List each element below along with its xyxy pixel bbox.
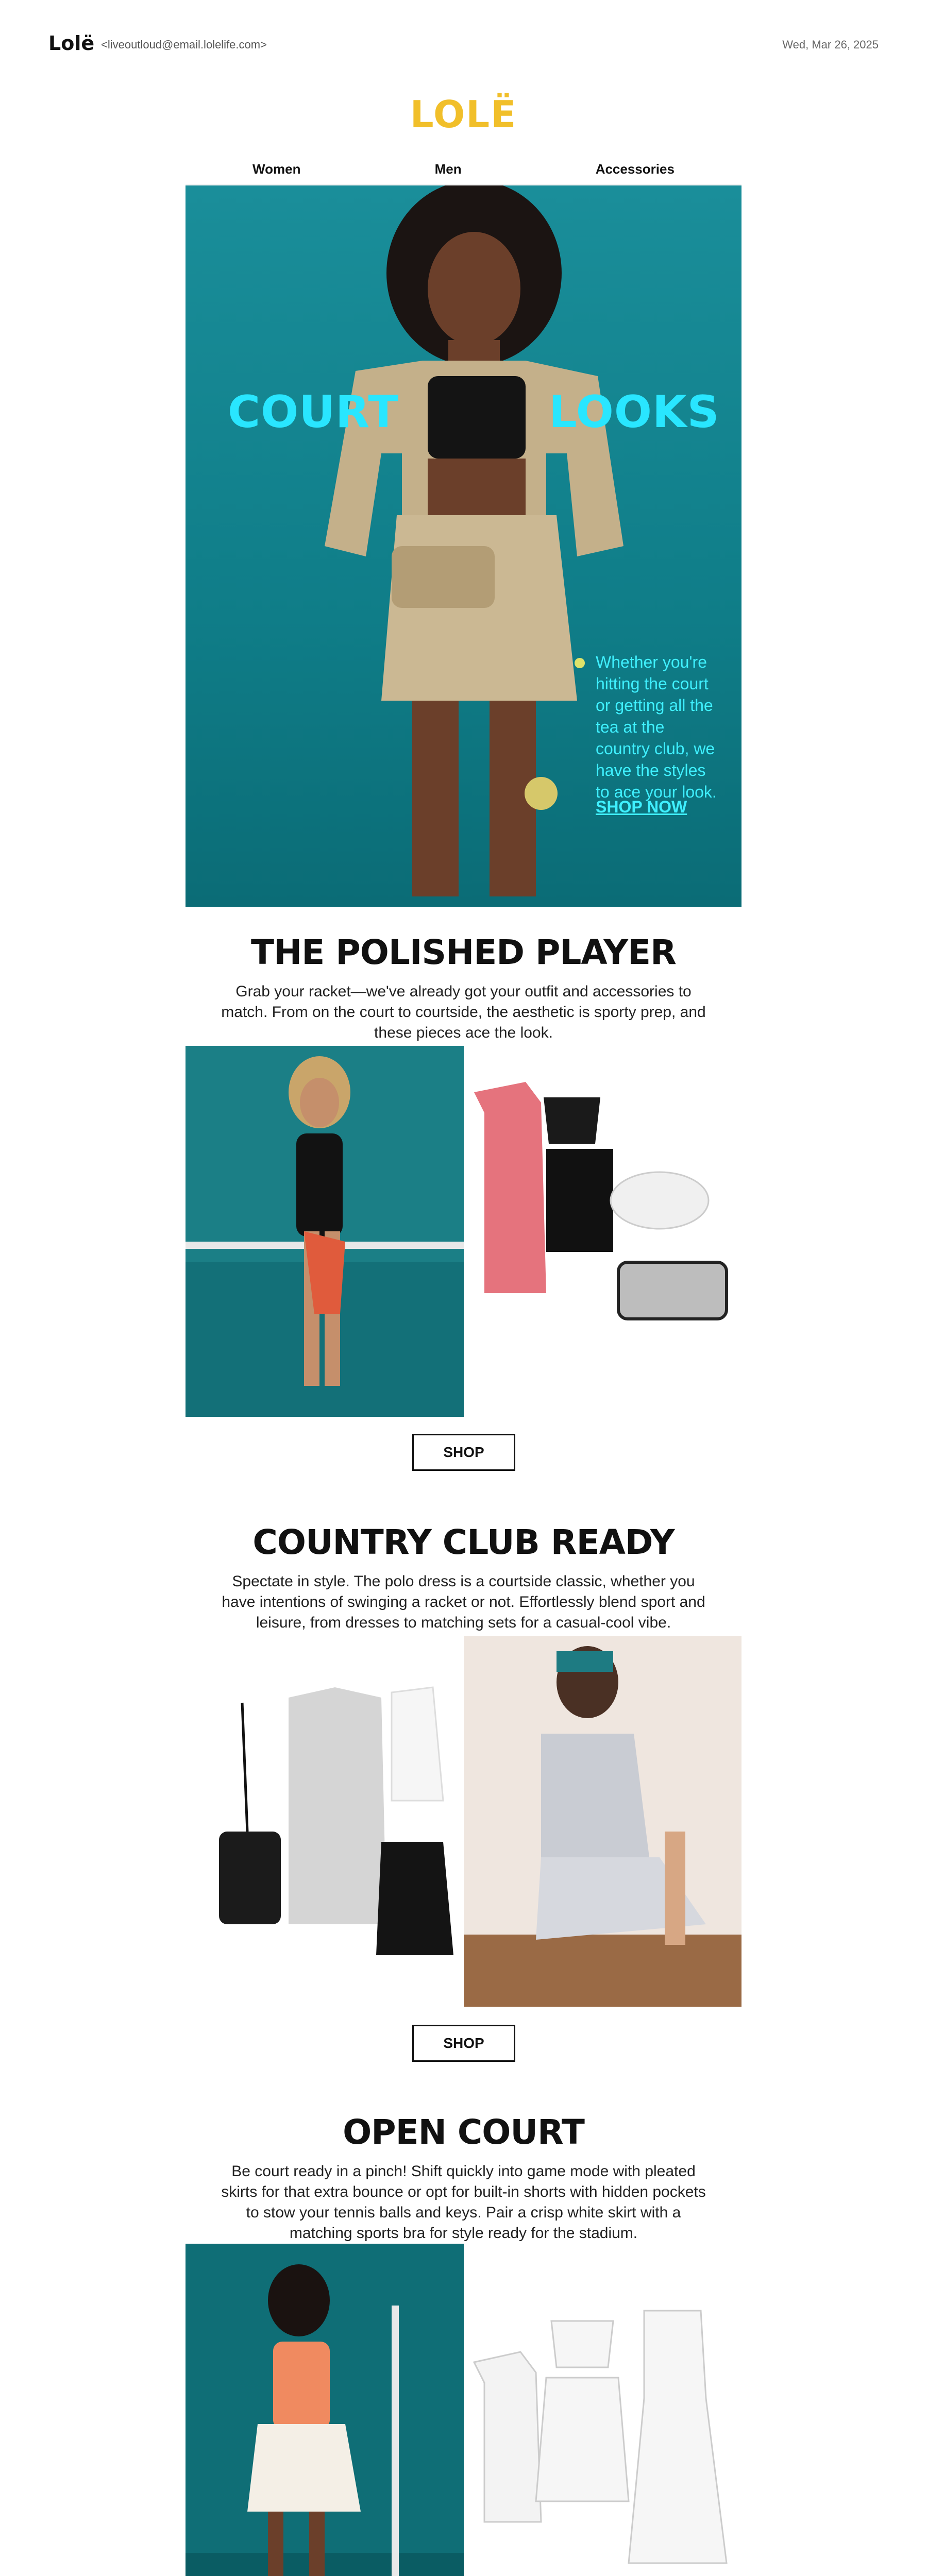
country-club-products-image[interactable] [186,1636,464,2007]
hero-title-left: COURT [228,386,399,438]
nav-item-accessories[interactable]: Accessories [595,161,675,177]
hero-banner[interactable] [186,185,741,907]
section-body-country-club: Spectate in style. The polo dress is a courtside classic, whether you have intentions of swinging a racket or not. Effortlessly blend sport and leisure, from dresses to matching sets for a casual-cool vibe. [222,1573,705,1631]
hero-body-text: Whether you're hitting the court or getting all the tea at the country club, we have the styles to ace your look. [596,653,717,801]
country-club-shop-button[interactable]: SHOP [412,2025,515,2062]
nav-item-women[interactable]: Women [252,161,301,177]
section-body-polished-player: Grab your racket—we've already got your outfit and accessories to match. From on the court to courtside, the aesthetic is sporty prep, and these pieces ace the look. [221,983,706,1041]
hero-title-right: LOOKS [549,386,720,438]
country-club-model-image[interactable] [464,1636,741,2007]
section-body-open-court: Be court ready in a pinch! Shift quickly into game mode with pleated skirts for that extra bounce or opt for built-in shorts with hidden pockets to stow your tennis balls and keys. Pair a crisp white skirt with a matching sports bra for style ready for the stadium. [221,2163,706,2242]
polished-player-model-image[interactable] [186,1046,464,1417]
polished-player-shop-button[interactable]: SHOP [412,1434,515,1471]
email-date: Wed, Mar 26, 2025 [782,38,879,51]
brand-logo[interactable]: LOLË [410,93,517,136]
section-title-polished-player: THE POLISHED PLAYER [251,933,676,972]
section-title-country-club: COUNTRY CLUB READY [252,1522,675,1562]
sender-name: Lolë [48,32,95,55]
open-court-products-image[interactable] [464,2244,741,2576]
sender-email: <liveoutloud@email.lolelife.com> [101,38,267,51]
polished-player-products-image[interactable] [464,1046,741,1417]
nav-item-men[interactable]: Men [434,161,462,177]
hero-shop-now-link[interactable]: SHOP NOW [596,798,687,816]
section-title-open-court: OPEN COURT [343,2112,584,2152]
open-court-model-image[interactable] [186,2244,464,2576]
top-nav [186,154,741,185]
